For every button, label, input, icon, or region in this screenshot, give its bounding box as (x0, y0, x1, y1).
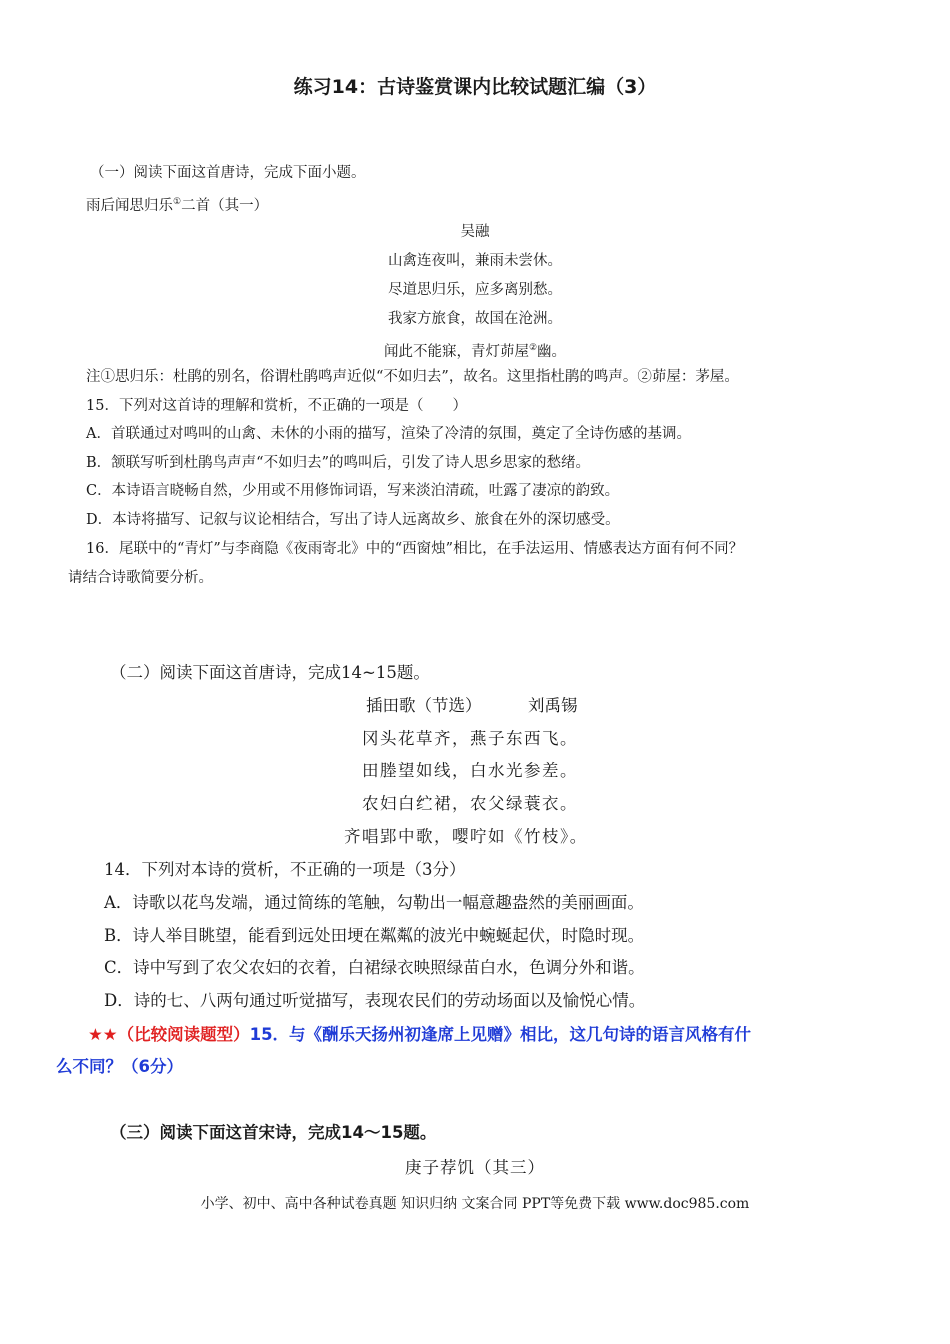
section1-poem-title-footnote: ① (173, 197, 182, 207)
section1-poem-line: 我家方旅食，故国在沧洲。 (388, 311, 562, 327)
section1-poem-line-4 (0, 339, 950, 361)
section1-q15: 15．下列对这首诗的理解和赏析，不正确的一项是（ ） (86, 398, 467, 414)
section1-poem-title (86, 193, 268, 215)
section2-poem-line: 冈头花草齐，燕子东西飞。 (362, 729, 578, 748)
section1-q16-line1: 16．尾联中的“青灯”与李商隐《夜雨寄北》中的“西窗烛”相比，在手法运用、情感表达方面有何不同？ (86, 541, 744, 557)
question-type-tag: （比较阅读题型） (117, 1025, 250, 1044)
section1-poem-line4-main: 闻此不能寐，青灯茆屋 (383, 343, 529, 360)
section2-q14-option-c: C．诗中写到了农父农妇的衣着，白裙绿衣映照绿苗白水，色调分外和谐。 (104, 958, 645, 977)
section1-intro: （一）阅读下面这首唐诗，完成下面小题。 (90, 165, 366, 181)
section1-q15-option-d: D．本诗将描写、记叙与议论相结合，写出了诗人远离故乡、旅食在外的深切感受。 (86, 512, 620, 528)
section2-q14-option-d: D．诗的七、八两句通过听觉描写，表现农民们的劳动场面以及愉悦心情。 (104, 991, 646, 1010)
star-icon: ★★ (88, 1025, 118, 1044)
section3-poem-title: 庚子荐饥（其三） (405, 1158, 545, 1177)
section1-q16-line2: 请结合诗歌简要分析。 (68, 570, 213, 586)
section1-poem-line: 尽道思归乐，应多离别愁。 (388, 282, 562, 298)
page-footer: 小学、初中、高中各种试卷真题 知识归纳 文案合同 PPT等免费下载 www.doc985.com (200, 1196, 750, 1212)
section2-poem-line: 田塍望如线，白水光参差。 (362, 761, 578, 780)
section1-author: 吴融 (460, 224, 490, 240)
section1-poem-line4-footnote: ② (528, 343, 538, 353)
section1-q15-option-c: C．本诗语言晓畅自然，少用或不用修饰词语，写来淡泊清疏，吐露了凄凉的韵致。 (86, 483, 620, 499)
section1-q15-option-b: B．颔联写听到杜鹃鸟声声“不如归去”的鸣叫后，引发了诗人思乡思家的愁绪。 (86, 455, 590, 471)
section1-note: 注①思归乐：杜鹃的别名，俗谓杜鹃鸣声近似“不如归去”，故名。这里指杜鹃的鸣声。②茆屋：茅屋。 (86, 369, 739, 385)
page-title: 练习14：古诗鉴赏课内比较试题汇编（3） (293, 76, 657, 98)
section2-poem-line: 齐唱郢中歌，嘤咛如《竹枝》。 (344, 827, 588, 846)
section2-q15-line2: 么不同？（6分） (56, 1057, 183, 1076)
section2-q14-option-a: A．诗歌以花鸟发端，通过简练的笔触，勾勒出一幅意趣盎然的美丽画面。 (104, 893, 644, 912)
section2-intro: （二）阅读下面这首唐诗，完成14~15题。 (110, 663, 430, 682)
section1-poem-title-main: 雨后闻思归乐 (86, 197, 173, 214)
section2-q15-line1 (88, 1025, 751, 1045)
section2-poem-title: 插田歌（节选） (366, 696, 482, 715)
section2-q14: 14．下列对本诗的赏析，不正确的一项是（3分） (104, 860, 466, 879)
section2-q15-text: 15．与《酬乐天扬州初逢席上见赠》相比，这几句诗的语言风格有什 (249, 1025, 752, 1044)
section1-poem-line4-rest: 幽。 (537, 343, 567, 360)
section1-poem-line: 山禽连夜叫，兼雨未尝休。 (388, 253, 562, 269)
section2-author: 刘禹锡 (528, 696, 578, 715)
section2-poem-line: 农妇白纻裙，农父绿蓑衣。 (362, 794, 578, 813)
section2-q14-option-b: B．诗人举目眺望，能看到远处田埂在粼粼的波光中蜿蜒起伏，时隐时现。 (104, 926, 645, 945)
section1-poem-title-rest: 二首（其一） (181, 197, 269, 214)
section3-intro: （三）阅读下面这首宋诗，完成14～15题。 (110, 1123, 437, 1142)
section1-q15-option-a: A．首联通过对鸣叫的山禽、未休的小雨的描写，渲染了冷清的氛围，奠定了全诗伤感的基调。 (86, 426, 691, 442)
